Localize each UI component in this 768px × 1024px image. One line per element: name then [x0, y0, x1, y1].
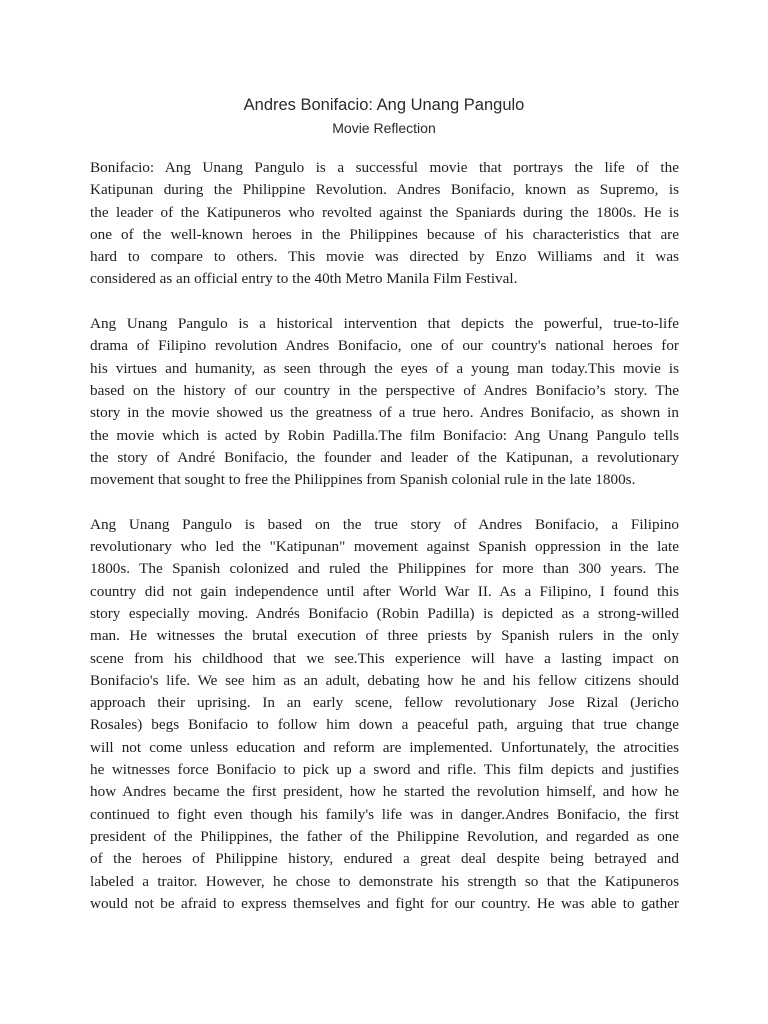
text-line: president of the Philippines, the father of the Philippine Revolution, and regarded as one	[90, 827, 679, 845]
text-line: Katipunan during the Philippine Revolution. Andres Bonifacio, known as Supremo, is	[90, 181, 679, 199]
text-line: considered as an official entry to the 40th Metro Manila Film Festival.	[90, 270, 518, 288]
text-line: would not be afraid to express themselves and fight for our country. He was able to gather	[90, 894, 679, 912]
text-line: labeled a traitor. However, he chose to demonstrate his strength so that the Katipuneros	[90, 872, 679, 890]
text-line: the story of André Bonifacio, the founder and leader of the Katipunan, a revolutionary	[90, 448, 679, 466]
paragraph-3	[90, 514, 679, 915]
text-line: Bonifacio's life. We see him as an adult, debating how he and his fellow citizens should	[90, 671, 679, 689]
text-line: revolutionary who led the "Katipunan" movement against Spanish oppression in the late	[90, 538, 679, 556]
text-line: of the heroes of Philippine history, endured a great deal despite being betrayed and	[90, 850, 679, 868]
text-line: Ang Unang Pangulo is based on the true story of Andres Bonifacio, a Filipino	[90, 515, 679, 533]
text-line: the movie which is acted by Robin Padilla.The film Bonifacio: Ang Unang Pangulo tells	[90, 426, 679, 444]
text-line: will not come unless education and reform are implemented. Unfortunately, the atrocities	[90, 738, 679, 756]
text-line: Ang Unang Pangulo is a historical intervention that depicts the powerful, true-to-life	[90, 315, 679, 333]
text-line: scene from his childhood that we see.This experience will have a lasting impact on	[90, 649, 679, 667]
document-title: Andres Bonifacio: Ang Unang Pangulo	[243, 96, 525, 114]
text-line: story in the movie showed us the greatness of a true hero. Andres Bonifacio, as shown in	[90, 404, 679, 422]
text-line: drama of Filipino revolution Andres Bonifacio, one of our country's national heroes for	[90, 337, 679, 355]
text-line: the leader of the Katipuneros who revolted against the Spaniards during the 1800s. He is	[90, 203, 679, 221]
text-line: how Andres became the first president, how he started the revolution himself, and how he	[90, 783, 679, 801]
text-line: country did not gain independence until after World War II. As a Filipino, I found this	[90, 582, 679, 600]
paragraph-2	[90, 313, 679, 491]
text-line: Bonifacio: Ang Unang Pangulo is a successful movie that portrays the life of the	[90, 159, 679, 176]
text-line: hard to compare to others. This movie was directed by Enzo Williams and it was	[90, 248, 679, 266]
text-line: movement that sought to free the Philippines from Spanish colonial rule in the late 1800s.	[90, 471, 636, 489]
text-line: approach their uprising. In an early scene, fellow revolutionary Jose Rizal (Jericho	[90, 694, 679, 712]
text-line: he witnesses force Bonifacio to pick up a sword and rifle. This film depicts and justifies	[90, 761, 679, 779]
document-body	[90, 157, 679, 937]
text-line: man. He witnesses the brutal execution of three priests by Spanish rulers in the only	[90, 627, 679, 645]
paragraph-1	[90, 157, 679, 291]
text-line: based on the history of our country in the perspective of Andres Bonifacio’s story. The	[90, 381, 679, 399]
text-line: story especially moving. Andrés Bonifacio (Robin Padilla) is depicted as a strong-willed	[90, 604, 679, 622]
text-line: his virtues and humanity, as seen through the eyes of a young man today.This movie is	[90, 359, 679, 377]
text-line: one of the well-known heroes in the Philippines because of his characteristics that are	[90, 225, 679, 243]
text-line: continued to fight even though his family's life was in danger.Andres Bonifacio, the first	[90, 805, 679, 823]
document-subtitle: Movie Reflection	[332, 120, 436, 136]
text-line: 1800s. The Spanish colonized and ruled the Philippines for more than 300 years. The	[90, 560, 679, 578]
text-line: Rosales) begs Bonifacio to follow him down a peaceful path, arguing that true change	[90, 716, 679, 734]
